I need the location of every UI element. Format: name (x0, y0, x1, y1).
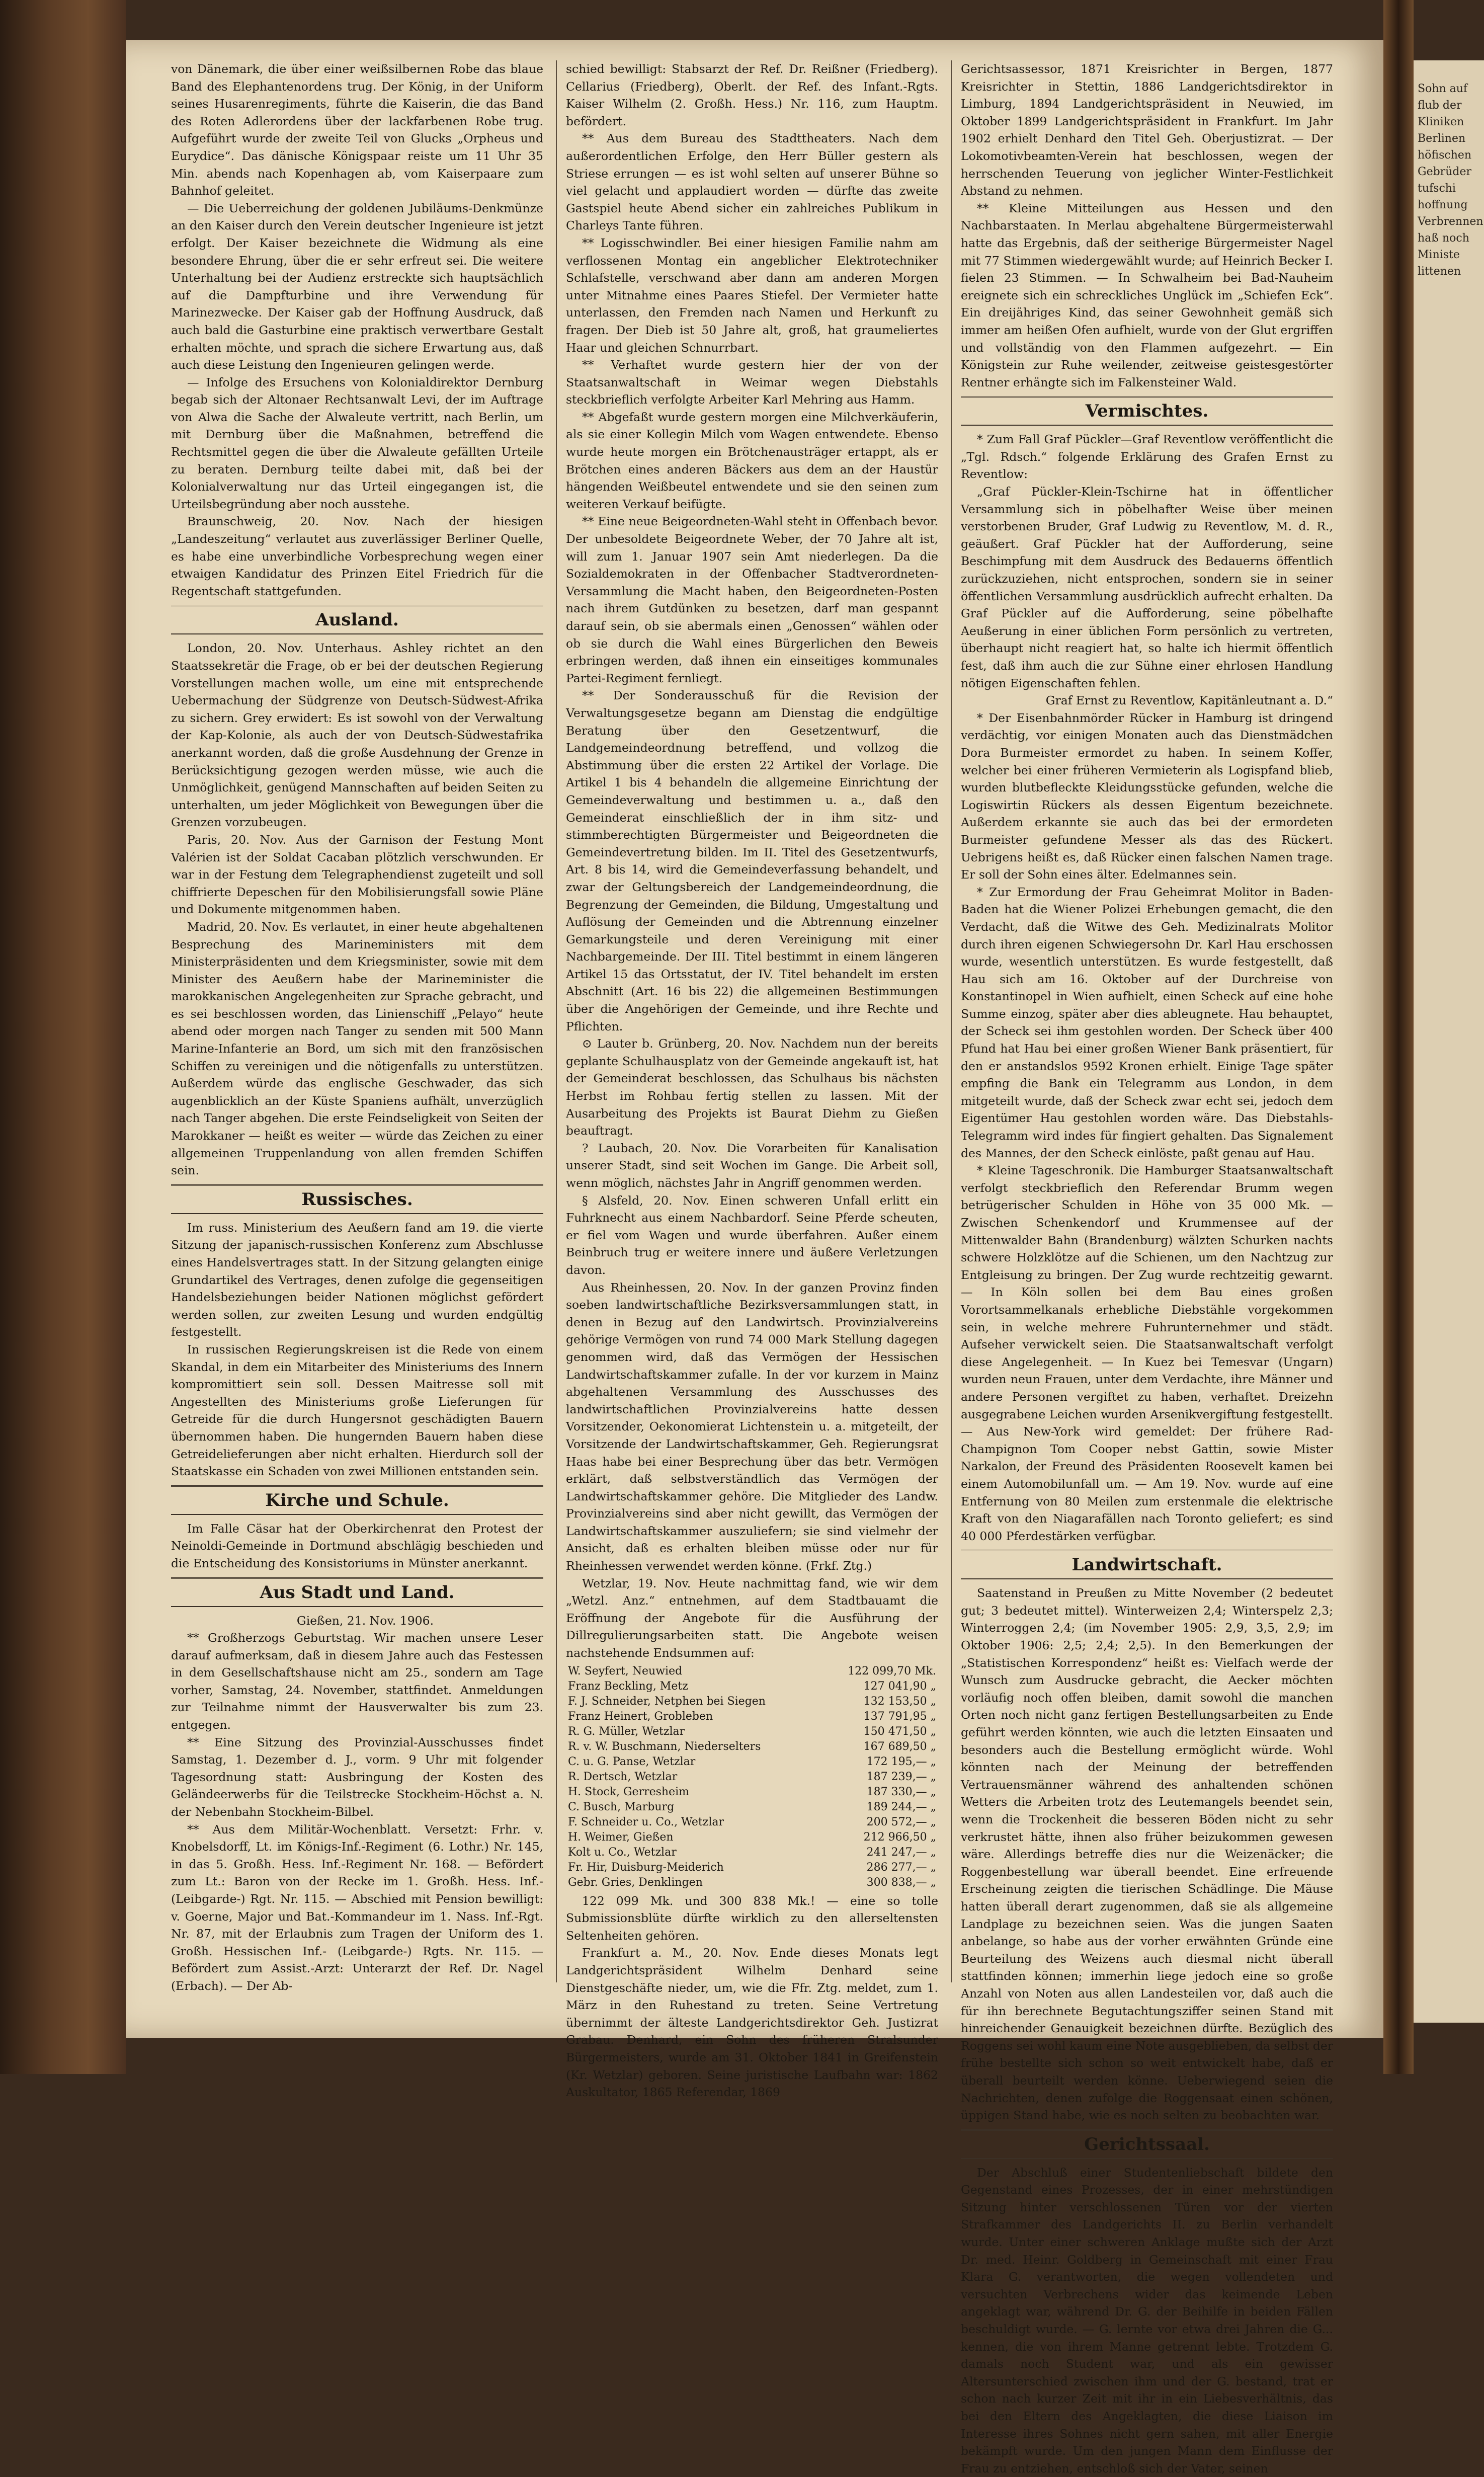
paragraph: Wetzlar, 19. Nov. Heute nachmittag fand, wie wir dem „Wetzl. Anz.“ entnehmen, auf dem Stadtbauamt die Eröffnung der Angebote für die Ausführung der Dillregulierungsarbeiten statt. Die Angebote weisen nachstehende Endsummen auf: (566, 1576, 938, 1660)
paragraph: § Alsfeld, 20. Nov. Einen schweren Unfall erlitt ein Fuhrknecht aus einem Nachbardorf. Seine Pferde scheuten, er fiel vom Wagen und wurde überfahren. Außer einem Beinbruch trug er weitere innere und äußere Verletzungen davon. (566, 1193, 938, 1277)
section-heading-stadt-land: Aus Stadt und Land. (171, 1577, 543, 1607)
section-heading-kirche: Kirche und Schule. (171, 1485, 543, 1515)
bidder-name: Gebr. Gries, Denklingen (568, 1876, 703, 1889)
paragraph: * Kleine Tageschronik. Die Hamburger Staatsanwaltschaft verfolgt steckbrieflich den Referendar Brumm wegen betrügerischer Schulden in Höhe von 35 000 Mk. — Zwischen Schenkendorf und Krummensee auf der Mittenwalder Bahn (Brandenburg) wälzten Schurken nachts schwere Holzklötze auf die Schienen, um den Nachtzug zur Entgleisung zu bringen. Der Zug wurde rechtzeitig gewarnt. — In Köln sollen bei dem Bau eines großen Vorortsammelkanals erhebliche Diebstähle vorgekommen sein, in welche mehrere Fuhrunternehmer und städt. Aufseher verwickelt seien. Die Staatsanwaltschaft verfolgt diese Angelegenheit. — In Kuez bei Temesvar (Ungarn) wurden neun Frauen, unter dem Verdachte, ihre Männer und andere Personen vergiftet zu haben, verhaftet. Dreizehn ausgegrabene Leichen wurden Arsenikvergiftung festgestellt. — Aus New-York wird gemeldet: Der frühere Rad-Champignon Tom Cooper nebst Gattin, sowie Mister Narkalon, der Freund des Präsidenten Roosevelt kamen bei einem Automobilunfall um. — Am 19. Nov. wurde auf eine Entfernung von 80 Meilen zum erstenmale die elektrische Kraft von den Niagarafällen nach Toronto geliefert; es sind 40 000 Pferdestärken verfügbar. (961, 1163, 1333, 1543)
column-rule (951, 60, 952, 1982)
table-row (566, 1739, 938, 1754)
column-2 (566, 60, 938, 2100)
fragment-line: Ministe (1418, 249, 1460, 261)
bidder-name: Franz Heinert, Grobleben (568, 1710, 713, 1723)
adjacent-page (1414, 60, 1484, 2023)
bid-amount: 122 099,70 Mk. (848, 1664, 936, 1677)
section-heading-landwirtschaft: Landwirtschaft. (961, 1550, 1333, 1579)
paragraph: ** Abgefaßt wurde gestern morgen eine Milchverkäuferin, als sie einer Kollegin Milch vom Wagen entwendete. Ebenso wurde heute morgen ein Brötchenausträger ertappt, als er Brötchen eines anderen Bäckers aus dem an der Haustür hängenden Weißbeutel entwendete und sie den seinen zum weiteren Verkauf beifügte. (566, 410, 938, 511)
paragraph: ** Aus dem Militär-Wochenblatt. Versetzt: Frhr. v. Knobelsdorff, Lt. im Königs-Inf.-Regiment (6. Lothr.) Nr. 145, in das 5. Großh. Hess. Inf.-Regiment Nr. 168. — Befördert zum Lt.: Baron von der Recke im 1. Großh. Hess. Inf.- (Leibgarde-) Rgt. Nr. 115. — Abschied mit Pension bewilligt: v. Goerne, Major und Bat.-Kommandeur im 1. Nass. Inf.-Rgt. Nr. 87, mit der Erlaubnis zum Tragen der Uniform des 1. Großh. Hessischen Inf.- (Leibgarde-) Rgts. Nr. 115. — Befördert zum Assist.-Arzt: Unterarzt der Ref. Dr. Nagel (Erbach). — Der Ab- (171, 1822, 543, 1993)
paragraph: ⊙ Lauter b. Grünberg, 20. Nov. Nachdem nun der bereits geplante Schulhausplatz von der Gemeinde angekauft ist, hat der Gemeinderat beschlossen, das Schulhaus bis nächsten Herbst im Rohbau fertig stellen zu lassen. Mit der Ausarbeitung des Projekts ist Baurat Diehm zu Gießen beauftragt. (566, 1036, 938, 1138)
bid-amount: 189 244,— „ (866, 1800, 936, 1813)
paragraph: London, 20. Nov. Unterhaus. Ashley richtet an den Staatssekretär die Frage, ob er bei der deutschen Regierung Vorstellungen machen wolle, um eine mit entsprechende Uebermachung der Südgrenze von Deutsch-Südwest-Afrika zu sichern. Grey erwidert: Es ist sowohl von der Verwaltung der Kap-Kolonie, als auch der von Deutsch-Südwestafrika anerkannt worden, daß die große Ausdehnung der Grenze in Berücksichtigung gezogen werden müsse, wie auch die Unmöglichkeit, genügend Mannschaften auf beiden Seiten zu unterhalten, um jeder Möglichkeit von Bewegungen über die Grenzen vorzubeugen. (171, 641, 543, 830)
bidder-name: F. Schneider u. Co., Wetzlar (568, 1815, 724, 1828)
section-heading-vermischtes: Vermischtes. (961, 396, 1333, 426)
paragraph: ** Der Sonderausschuß für die Revision der Verwaltungsgesetze begann am Dienstag die endgültige Beratung über den Gesetzentwurf, die Landgemeindeordnung betreffend, und vollzog die Abstimmung über die ersten 22 Artikel der Vorlage. Die Artikel 1 bis 4 behandeln die allgemeine Einrichtung der Gemeindeverwaltung und bestimmen u. a., daß den Gemeinderat einschließlich der in ihm sitz- und stimmberechtigten Bürgermeister und Beigeordneten die Gemeindevertretung bilden. Im II. Titel des Gesetzentwurfs, Art. 8 bis 14, wird die Gemeindeverfassung behandelt, und zwar der Geltungsbereich der Landgemeindeordnung, die Begrenzung der Gemeinden, die Bildung, Umgestaltung und Auflösung der Gemeinden und die Abtrennung einzelner Gemarkungsteile und deren Vereinigung mit einer Nachbargemeinde. Der III. Titel bestimmt in einem längeren Artikel 15 das Ortsstatut, der IV. Titel behandelt im ersten Abschnitt (Art. 16 bis 22) die allgemeinen Bestimmungen über die Angehörigen der Gemeinde, und ihre Rechte und Pflichten. (566, 688, 938, 1033)
section-heading-russisches: Russisches. (171, 1184, 543, 1214)
fragment-line: Sohn auf (1418, 83, 1468, 95)
bid-amount: 212 966,50 „ (863, 1830, 936, 1844)
fragment-line: haß noch (1418, 232, 1469, 245)
fragment-line: littenen (1418, 265, 1461, 278)
bidder-name: H. Weimer, Gießen (568, 1830, 674, 1844)
paragraph: ? Laubach, 20. Nov. Die Vorarbeiten für Kanalisation unserer Stadt, sind seit Wochen im Gange. Die Arbeit soll, wenn möglich, nächstes Jahr in Angriff genommen werden. (566, 1141, 938, 1190)
bid-amount: 286 277,— „ (866, 1861, 936, 1874)
paragraph: Aus Rheinhessen, 20. Nov. In der ganzen Provinz finden soeben landwirtschaftliche Bezirksversammlungen statt, in denen in Bezug auf den Landwirtsch. Provinzialvereins gehörige Vermögen von rund 74 000 Mark Stellung dagegen genommen wird, daß das Vermögen der Hessischen Landwirtschaftskammer zufalle. In der vor kurzem in Mainz abgehaltenen Versammlung des Ausschusses des landwirtschaftlichen Provinzialvereins hatte dessen Vorsitzender, Oekonomierat Lichtenstein u. a. mitgeteilt, der Vorsitzende der Landwirtschaftskammer, Geh. Regierungsrat Haas habe bei einer Besprechung über das betr. Vermögen erklärt, daß selbstverständlich das Vermögen der Landwirtschaftskammer gehöre. Die Mitglieder des Landw. Provinzialvereins sind aber nicht gewillt, das Vermögen der Landwirtschaftskammer auszuliefern; sie sind vielmehr der Ansicht, daß es erhalten bleiben müsse oder nur für Rheinhessen verwendet werden könne. (Frkf. Ztg.) (566, 1280, 938, 1573)
fragment-line: Verbrennen (1418, 215, 1483, 228)
bidder-name: R. Dertsch, Wetzlar (568, 1770, 678, 1783)
bid-amount: 200 572,— „ (866, 1815, 936, 1828)
paragraph: ** Verhaftet wurde gestern hier der von der Staatsanwaltschaft in Weimar wegen Diebstahls steckbrieflich verfolgte Arbeiter Karl Mehring aus Hamm. (566, 358, 938, 407)
column-3 (961, 60, 1333, 2475)
signature: Graf Ernst zu Reventlow, Kapitänleutnant a. D.“ (1045, 693, 1333, 708)
paragraph: Der Abschluß einer Studentenliebschaft bildete den Gegenstand eines Prozesses, der in einer mehrstündigen Sitzung hinter verschlossenen Türen vor der vierten Strafkammer des Landgerichts II. zu Berlin verhandelt wurde. Unter einer schweren Anklage mußte sich der Arzt Dr. med. Heinr. Goldberg in Gemeinschaft mit einer Frau Klara G. verantworten, die wegen vollendeten und versuchten Verbrechens wider das keimende Leben angeklagt war, während Dr. G. der Beihilfe in beiden Fällen beschuldigt wurde. — G. lernte vor etwa drei Jahren die G... kennen, die von ihrem Manne getrennt lebte. Trotzdem G. damals noch Student war, und als ein gewisser Altersunterschied zwischen ihm und der G. bestand, trat er schon nach kurzer Zeit mit ihr in ein Liebesverhältnis, das bei den Eltern des Angeklagten, die diese Liaison im Interesse ihres Sohnes nicht gern sahen, mit aller Energie bekämpft wurde. Um den jungen Mann dem Einflusse der Frau zu entziehen, entschloß sich der Vater, seinen (961, 2165, 1333, 2475)
paragraph: Paris, 20. Nov. Aus der Garnison der Festung Mont Valérien ist der Soldat Cacaban plötzlich verschwunden. Er war in der Festung dem Telegraphendienst zugeteilt und soll chiffrierte Depeschen für den Mobilisierungsfall sowie Pläne und Dokumente mitgenommen haben. (171, 832, 543, 917)
bid-table (566, 1664, 938, 1890)
fragment-line: höfischen (1418, 149, 1472, 162)
table-row (566, 1860, 938, 1875)
paragraph: „Graf Pückler-Klein-Tschirne hat in öffentlicher Versammlung sich in pöbelhafter Weise über meinen verstorbenen Bruder, Graf Ludwig zu Reventlow, M. d. R., geäußert. Graf Pückler hat der Aufforderung, seine Beschimpfung mit dem Ausdruck des Bedauerns öffentlich zurückzuziehen, nicht entsprochen, sondern sie in seiner öffentlichen Versammlung ausdrücklich aufrecht erhalten. Da Graf Pückler auf die Aufforderung, seine pöbelhafte Aeußerung in einer üblichen Form persönlich zu vertreten, überhaupt nicht reagiert hat, so halte ich hiermit öffentlich fest, daß ihm auch die zur Sühne einer ehrlosen Handlung nötigen Eigenschaften fehlen. (961, 485, 1333, 690)
paragraph: ** Großherzogs Geburtstag. Wir machen unsere Leser darauf aufmerksam, daß in diesem Jahre auch das Festessen in dem Gesellschaftshause nicht am 25., sondern am Tage vorher, Samstag, 24. November, stattfindet. Anmeldungen zur Teilnahme nimmt der Hausverwalter bis zum 23. entgegen. (171, 1631, 543, 1732)
bidder-name: R. v. W. Buschmann, Niederselters (568, 1740, 761, 1753)
paragraph: — Die Ueberreichung der goldenen Jubiläums-Denkmünze an den Kaiser durch den Verein deutscher Ingenieure ist jetzt erfolgt. Der Kaiser bezeichnete die Widmung als eine besondere Ehrung, über die er sehr erfreut sei. Die weitere Unterhaltung bei der Audienz erstreckte sich hauptsächlich auf die Dampfturbine und ihre Verwendung für Marinezwecke. Der Kaiser gab der Hoffnung Ausdruck, daß auch bald die Gasturbine eine praktisch verwertbare Gestalt erhalten möchte, und sprach die sichere Erwartung aus, daß auch diese Leistung den Ingenieuren gelingen werde. (171, 201, 543, 372)
table-row (566, 1709, 938, 1724)
bidder-name: W. Seyfert, Neuwied (568, 1664, 683, 1677)
bid-amount: 150 471,50 „ (863, 1725, 936, 1738)
paragraph: ** Logisschwindler. Bei einer hiesigen Familie nahm am verflossenen Montag ein angeblicher Elektrotechniker Schlafstelle, verschwand aber dann am anderen Morgen unter Mitnahme eines Paares Stiefel. Der Vermieter hatte unterlassen, den Fremden nach Namen und Herkunft zu fragen. Der Dieb ist 50 Jahre alt, groß, hat graumeliertes Haar und gleichen Schnurrbart. (566, 235, 938, 355)
table-row (566, 1694, 938, 1709)
book-binding (0, 0, 126, 2074)
table-row (566, 1754, 938, 1770)
bid-amount: 300 838,— „ (866, 1876, 936, 1889)
fragment-line: Berlinen (1418, 132, 1466, 145)
table-row (566, 1815, 938, 1830)
bid-amount: 187 330,— „ (866, 1785, 936, 1798)
table-row (566, 1724, 938, 1739)
table-row (566, 1875, 938, 1890)
bidder-name: F. J. Schneider, Netphen bei Siegen (568, 1695, 766, 1708)
paragraph: * Zur Ermordung der Frau Geheimrat Molitor in Baden-Baden hat die Wiener Polizei Erhebungen gemacht, die den Verdacht, daß die Witwe des Geh. Medizinalrats Molitor durch ihren eigenen Schwiegersohn Dr. Karl Hau erschossen wurde, wesentlich unterstützen. Es wurde festgestellt, daß Hau sich am 16. Oktober auf der Durchreise von Konstantinopel in Wien aufhielt, einen Scheck auf eine hohe Summe einzog, später aber dies ableugnete. Hau behauptet, der Scheck sei ihm gestohlen worden. Der Scheck über 400 Pfund hat Hau bei einer großen Wiener Bank präsentiert, für den er anstandslos 9592 Kronen erhielt. Einige Tage später empfing die Bank ein Telegramm aus London, in dem mitgeteilt wurde, daß der Scheck zwar echt sei, jedoch dem Eigentümer Hau gestohlen worden wäre. Das Diebstahls-Telegramm wird indes für fingiert gehalten. Das Signalement des Mannes, der den Scheck einlöste, paßt genau auf Hau. (961, 885, 1333, 1160)
table-row (566, 1830, 938, 1845)
fragment-line: flub der (1418, 99, 1462, 112)
bidder-name: Fr. Hir, Duisburg-Meiderich (568, 1861, 724, 1874)
paragraph: ** Kleine Mitteilungen aus Hessen und den Nachbarstaaten. In Merlau abgehaltene Bürgermeisterwahl hatte das Ergebnis, daß der seitherige Bürgermeister Nagel mit 77 Stimmen wiedergewählt wurde; auf Heinrich Becker I. fielen 23 Stimmen. — In Schwalheim bei Bad-Nauheim ereignete sich ein schreckliches Unglück im „Schiefen Eck“. Ein dreijähriges Kind, das seiner Gewohnheit gemäß sich immer am heißen Ofen aufhielt, wurde von der Glut ergriffen und vollständig von den Flammen aufgezehrt. — Ein Königstein zur Ruhe weilender, zeitweise geistesgestörter Rentner erhängte sich im Falkensteiner Wald. (961, 201, 1333, 389)
column-1 (171, 60, 543, 1993)
paragraph: * Zum Fall Graf Pückler—Graf Reventlow veröffentlicht die „Tgl. Rdsch.“ folgende Erklärung des Grafen Ernst zu Reventlow: (961, 432, 1333, 482)
bid-amount: 187 239,— „ (866, 1770, 936, 1783)
bid-amount: 241 247,— „ (866, 1846, 936, 1859)
fragment-line: Gebrüder (1418, 166, 1471, 178)
bidder-name: R. G. Müller, Wetzlar (568, 1725, 685, 1738)
bidder-name: Kolt u. Co., Wetzlar (568, 1846, 677, 1859)
paragraph: ** Eine Sitzung des Provinzial-Ausschusses findet Samstag, 1. Dezember d. J., vorm. 9 Uhr mit folgender Tagesordnung statt: Ausbringung der Kosten des Geländeerwerbs für die Teilstrecke Stockheim-Höchst a. N. der Nebenbahn Stockheim-Bilbel. (171, 1735, 543, 1819)
section-heading-ausland: Ausland. (171, 605, 543, 634)
table-row (566, 1770, 938, 1785)
book-gutter (1383, 0, 1414, 2074)
bidder-name: C. u. G. Panse, Wetzlar (568, 1755, 696, 1768)
paragraph: * Der Eisenbahnmörder Rücker in Hamburg ist dringend verdächtig, vor einigen Monaten auch das Dienstmädchen Dora Burmeister ermordet zu haben. In seinem Koffer, welcher bei einer früheren Vermieterin als Logispfand blieb, wurden blutbefleckte Kleidungsstücke gefunden, welche die Logiswirtin Rückers als dessen Eigentum bezeichnete. Außerdem erkannte sie auch das bei der ermordeten Burmeister gefundene Messer als das des Rückert. Uebrigens heißt es, daß Rücker einen falschen Namen trage. Er soll der Sohn eines älter. Edelmannes sein. (961, 710, 1333, 882)
bid-amount: 137 791,95 „ (863, 1710, 936, 1723)
bid-amount: 167 689,50 „ (863, 1740, 936, 1753)
bidder-name: H. Stock, Gerresheim (568, 1785, 689, 1798)
bid-amount: 172 195,— „ (866, 1755, 936, 1768)
paragraph: Gerichtsassessor, 1871 Kreisrichter in Bergen, 1877 Kreisrichter in Stettin, 1886 Landgerichtsdirektor in Limburg, 1894 Landgerichtspräsident in Neuwied, im Oktober 1899 Landgerichtspräsident in Frankfurt. Im Jahr 1902 erhielt Denhard den Titel Geh. Oberjustizrat. — Der Lokomotivbeamten-Verein hat beschlossen, wegen der herrschenden Teuerung von jeglicher Winter-Festlichkeit Abstand zu nehmen. (961, 62, 1333, 198)
paragraph: — Infolge des Ersuchens von Kolonialdirektor Dernburg begab sich der Altonaer Rechtsanwalt Levi, der im Auftrage von Alwa die Sache der Alwaleute vertritt, nach Berlin, um mit Dernburg über die Maßnahmen, betreffend die Rechtsmittel gegen die über die Alwaleute gefällten Urteile zu beraten. Dernburg teilte dabei mit, daß bei der Kolonialverwaltung nur das Urteil eingegangen ist, die Urteilsbegründung aber noch ausstehe. (171, 375, 543, 511)
paragraph: ** Eine neue Beigeordneten-Wahl steht in Offenbach bevor. Der unbesoldete Beigeordnete Weber, der 70 Jahre alt ist, will zum 1. Januar 1907 sein Amt niederlegen. Da die Sozialdemokraten in der Offenbacher Stadtverordneten-Versammlung die Macht haben, den Beigeordneten-Posten nach ihrem Gutdünken zu besetzen, darf man gespannt darauf sein, ob sie abermals einen „Genossen“ wählen oder ob sie durch die Wahl eines Bürgerlichen den Beweis erbringen werden, daß ihnen ein einseitiges kommunales Partei-Regiment fernliegt. (566, 514, 938, 685)
paragraph: Saatenstand in Preußen zu Mitte November (2 bedeutet gut; 3 bedeutet mittel). Winterweizen 2,4; Winterspelz 2,3; Winterroggen 2,4; (im November 1905: 2,9, 3,5, 2,9; im Oktober 1906: 2,5; 2,4; 2,5). In den Bemerkungen der „Statistischen Korrespondenz“ heißt es: Vielfach werde der Wunsch zum Ausdrucke gebracht, die Aecker möchten vorläufig noch offen bleiben, damit sowohl die manchen Orten noch nicht ganz fertigen Bestellungsarbeiten zu Ende geführt werden könnten, wie auch die letzten Einsaaten und besonders auch die Bestellung ermöglicht würde. Wohl könnten nach der Meinung der betreffenden Vertrauensmänner während des anhaltenden schönen Wetters die Arbeiten trotz des Leutemangels beendet sein, wenn die Trockenheit die besseren Böden nicht zu sehr verkrustet hätte, ihnen also früher beizukommen gewesen wäre. Allerdings betreffe dies nur die Weizenäcker; die Roggenbestellung war überall beendet. Eine erfreuende Erscheinung zeigten die tierischen Schädlinge. Die Mäuse hatten überall derart zugenommen, daß sie als allgemeine Landplage zu bezeichnen seien. Was die jungen Saaten anbelange, so habe aus der vorher erwähnten Gründe eine Beurteilung des Weizens auch diesmal nicht überall stattfinden können; immerhin liege jedoch eine so große Anzahl von Noten aus allen Landesteilen vor, daß auch die für ihn berechnete Begutachtungsziffer seinen Stand mit hinreichender Genauigkeit bezeichnen dürfte. Bezüglich des Roggens sei wohl kaum eine Note ausgeblieben, da selbst der frühe bestellte sich schon so weit entwickelt habe, daß er überall beurteilt werden könne. Ueberwiegend seien die Nachrichten, denen zufolge die Roggensaat einen schönen, üppigen Stand habe, wie es noch selten zu beobachten war. (961, 1586, 1333, 2123)
fragment-line: Kliniken (1418, 116, 1464, 128)
fragment-line: hoffnung (1418, 199, 1468, 211)
table-row (566, 1679, 938, 1694)
bid-amount: 132 153,50 „ (863, 1695, 936, 1708)
fragment-line: tufschi (1418, 182, 1456, 195)
paragraph: Madrid, 20. Nov. Es verlautet, in einer heute abgehaltenen Besprechung des Marineministers mit dem Ministerpräsidenten und dem Kriegsminister, sowie mit dem Minister des Aeußern habe der Marineminister die marokkanischen Angelegenheiten zur Sprache gebracht, und es sei beschlossen worden, das Linienschiff „Pelayo“ heute abend oder morgen nach Tanger zu senden mit 500 Mann Marine-Infanterie an Bord, um sich mit den französischen Schiffen zu vereinigen und die nötigenfalls zu unterstützen. Außerdem würde das englische Geschwader, das sich augenblicklich an der Küste Spaniens aufhält, unverzüglich nach Tanger abgehen. Die erste Feindseligkeit von Seiten der Marokkaner — heißt es weiter — würde das Zeichen zu einer allgemeinen Truppenlandung von allen fremden Schiffen sein. (171, 919, 543, 1178)
paragraph: Im russ. Ministerium des Aeußern fand am 19. die vierte Sitzung der japanisch-russischen Konferenz zum Abschlusse eines Handelsvertrages statt. In der Sitzung gelangten einige Grundartikel des Vertrages, denen zufolge die gegenseitigen Handelsbeziehungen beider Nationen möglichst gefördert werden sollen, zur zweiten Lesung und wurden endgültig festgestellt. (171, 1220, 543, 1339)
paragraph: Im Falle Cäsar hat der Oberkirchenrat den Protest der Neinoldi-Gemeinde in Dortmund abschlägig beschieden und die Entscheidung des Konsistoriums in Münster anerkannt. (171, 1521, 543, 1570)
dateline: Gießen, 21. Nov. 1906. (296, 1613, 434, 1628)
adjacent-page-fragments (1414, 60, 1484, 280)
bidder-name: Franz Beckling, Metz (568, 1680, 688, 1693)
paragraph: schied bewilligt: Stabsarzt der Ref. Dr. Reißner (Friedberg). Cellarius (Friedberg), Oberlt. der Ref. des Infant.-Rgts. Kaiser Wilhelm (2. Großh. Hess.) Nr. 116, zum Hauptm. befördert. (566, 62, 938, 128)
paragraph: von Dänemark, die über einer weißsilbernen Robe das blaue Band des Elephantenordens trug. Der König, in der Uniform seines Husarenregiments, führte die Kaiserin, die das Band des Roten Adlerordens über der lackfarbenen Robe trug. Aufgeführt wurde der zweite Teil von Glucks „Orpheus und Eurydice“. Das dänische Königspaar reiste um 11 Uhr 35 Min. abends nach Kopenhagen ab, vom Kaiserpaare zum Bahnhof geleitet. (171, 62, 543, 198)
column-rule (556, 60, 557, 1982)
table-row (566, 1800, 938, 1815)
paragraph: Braunschweig, 20. Nov. Nach der hiesigen „Landeszeitung“ verlautet aus zuverlässiger Berliner Quelle, es habe eine unverbindliche Vorbesprechung wegen einer etwaigen Kandidatur des Prinzen Eitel Friedrich für die Regentschaft stattgefunden. (171, 514, 543, 598)
paragraph: Frankfurt a. M., 20. Nov. Ende dieses Monats legt Landgerichtspräsident Wilhelm Denhard seine Dienstgeschäfte nieder, um, wie die Ffr. Ztg. meldet, zum 1. März in den Ruhestand zu treten. Seine Vertretung übernimmt der älteste Landgerichtsdirektor Geh. Justizrat Grabau. Denhard, ein Sohn des früheren Stralsunder Bürgermeisters, wurde am 31. Oktober 1841 in Greifenstein (Kr. Wetzlar) geboren. Seine juristische Laufbahn war: 1862 Auskultator, 1865 Referendar, 1869 (566, 1946, 938, 2100)
table-row (566, 1845, 938, 1860)
table-row (566, 1785, 938, 1800)
paragraph: In russischen Regierungskreisen ist die Rede von einem Skandal, in dem ein Mitarbeiter des Ministeriums des Innern kompromittiert sein soll. Dessen Maitresse soll mit Angestellten des Ministeriums große Lieferungen für Getreide für die durch Hungersnot geschädigten Bauern übernommen haben. Die hungernden Bauern haben diese Getreidelieferungen aber nicht erhalten. Hierdurch soll der Staatskasse ein Schaden von zwei Millionen entstanden sein. (171, 1342, 543, 1479)
paragraph: ** Aus dem Bureau des Stadttheaters. Nach dem außerordentlichen Erfolge, den Herr Büller gestern als Striese errungen — es ist wohl selten auf unserer Bühne so viel gelacht und applaudiert worden — dürfte das zweite Gastspiel heute Abend sicher ein zahlreiches Publikum in Charleys Tante führen. (566, 131, 938, 233)
section-heading-gerichtssaal: Gerichtssaal. (961, 2129, 1333, 2159)
table-row (566, 1664, 938, 1679)
bidder-name: C. Busch, Marburg (568, 1800, 675, 1813)
bid-amount: 127 041,90 „ (863, 1680, 936, 1693)
paragraph: 122 099 Mk. und 300 838 Mk.! — eine so tolle Submissionsblüte dürfte wirklich zu den allerseltensten Seltenheiten gehören. (566, 1893, 938, 1943)
